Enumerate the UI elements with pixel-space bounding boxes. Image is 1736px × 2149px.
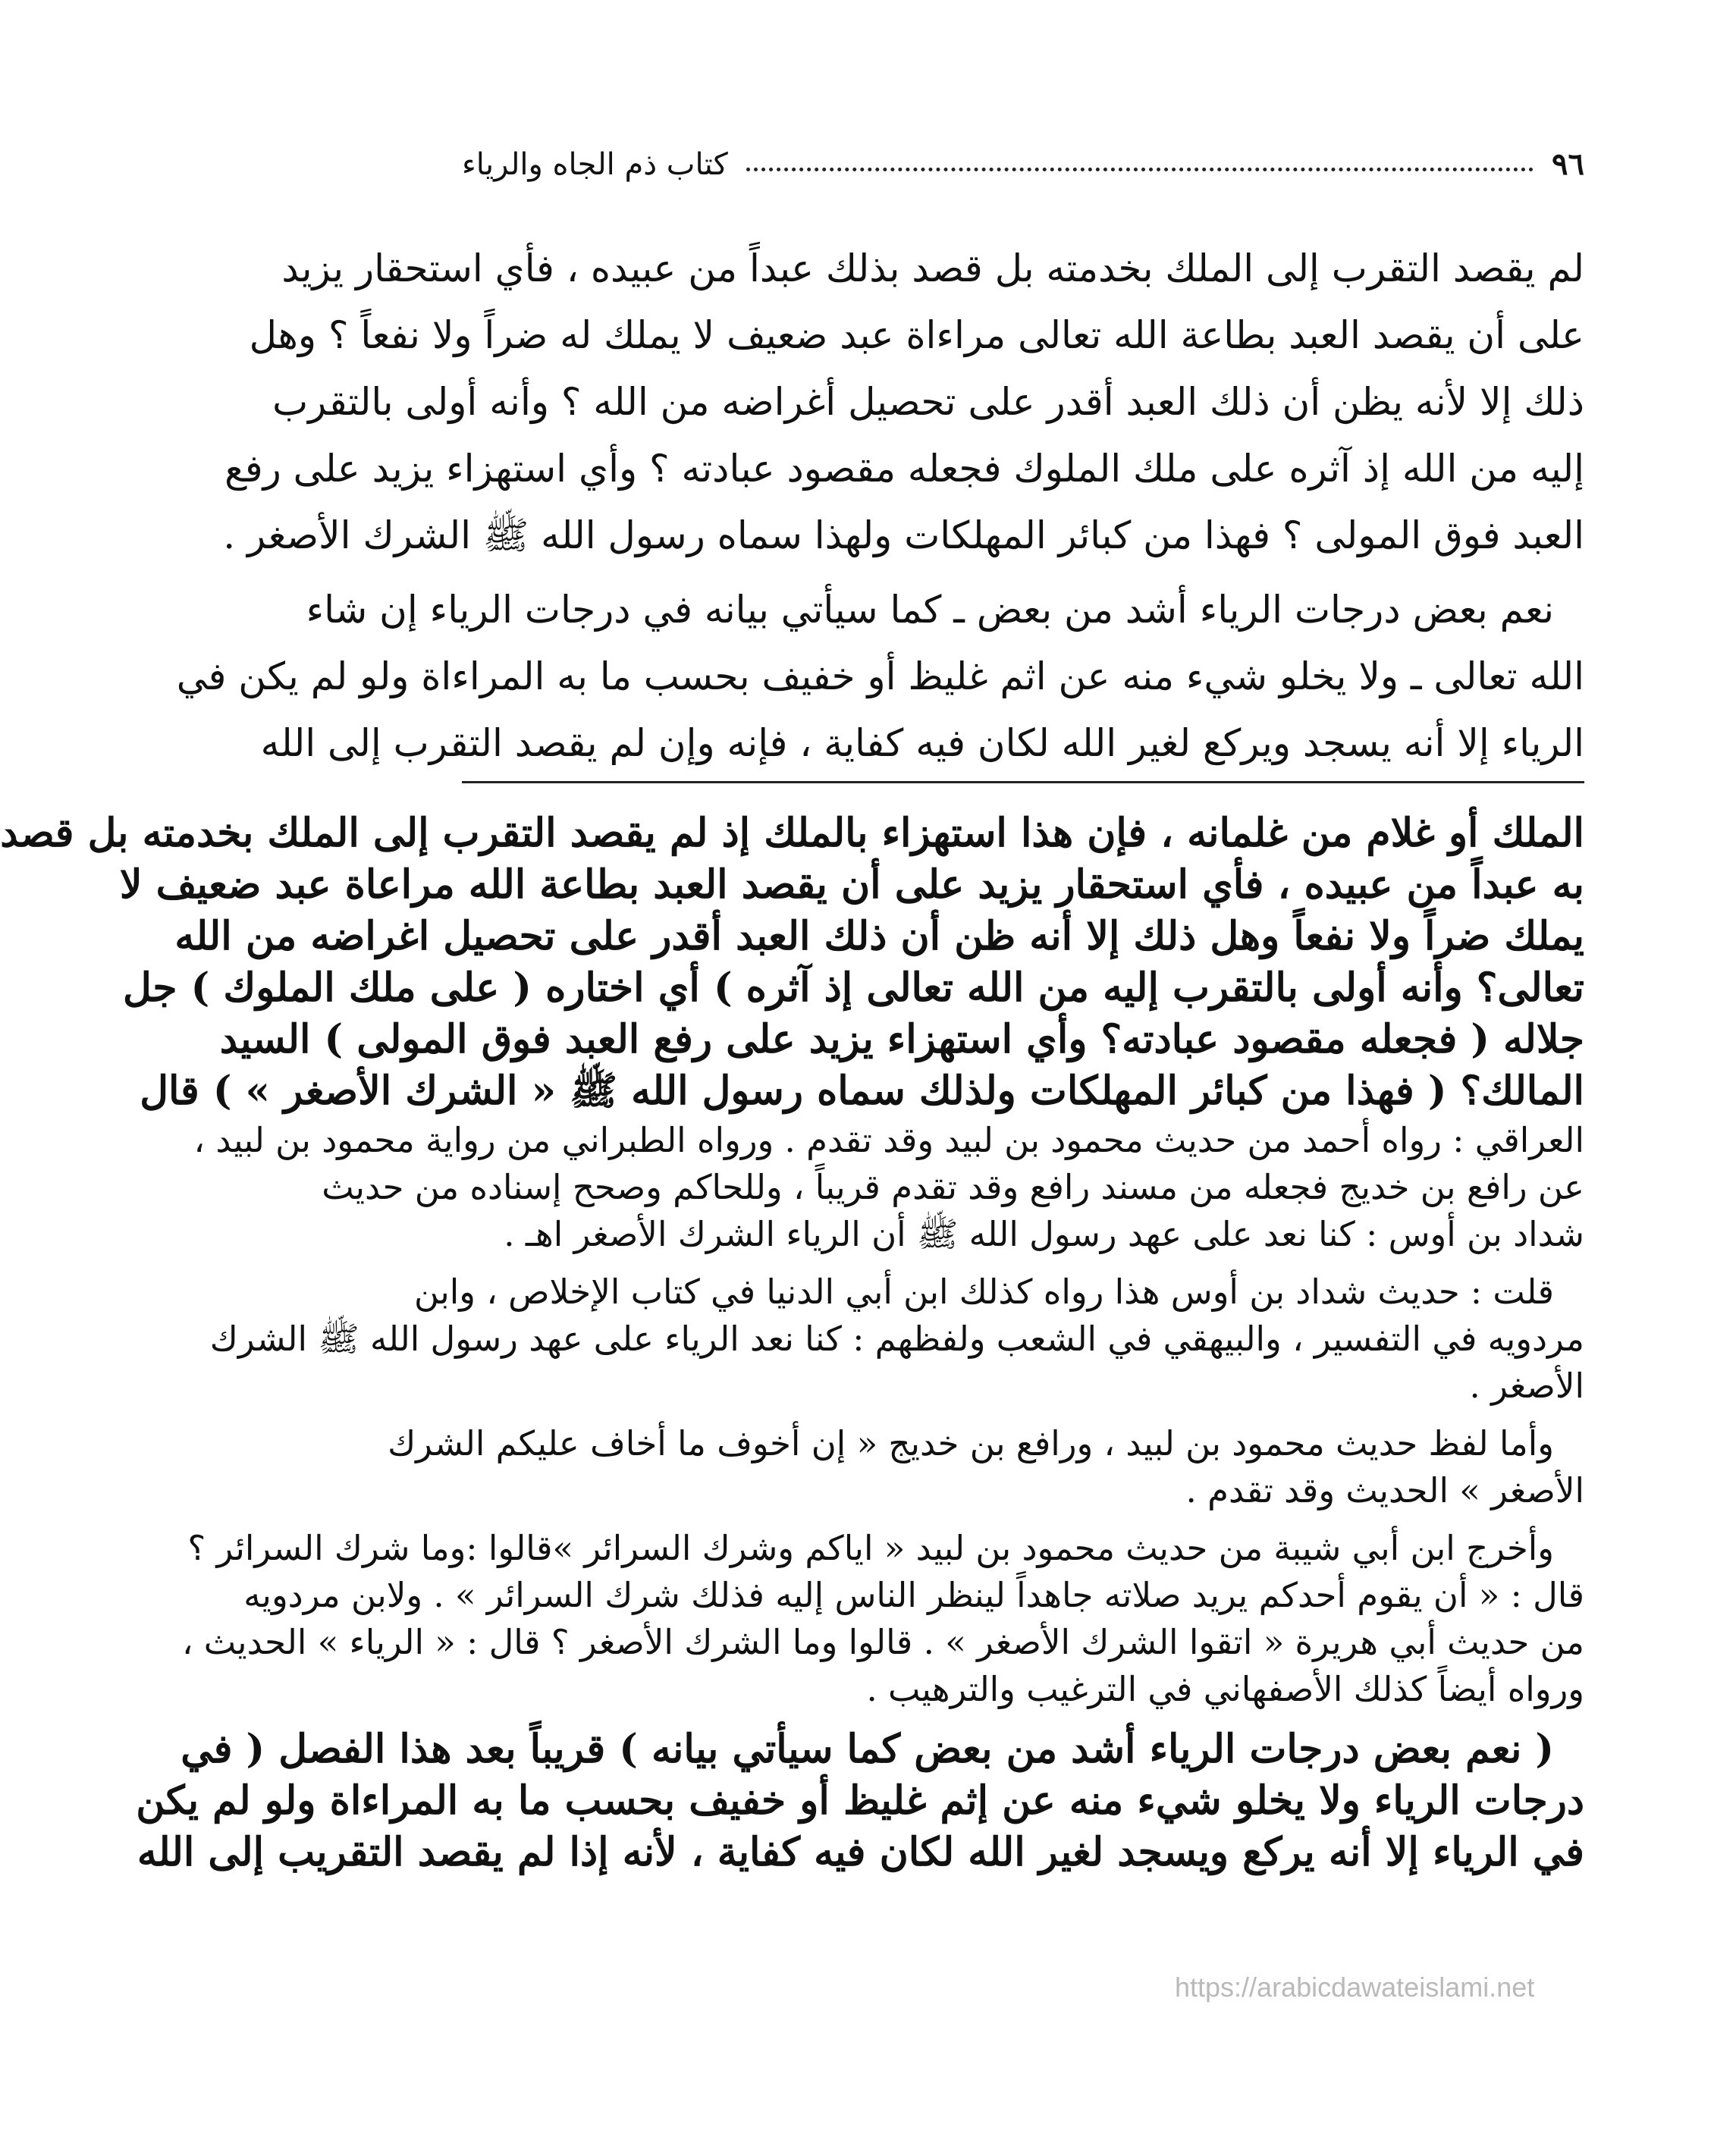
- commentary-paragraph-4: [181, 1525, 1584, 1713]
- text-line: الأصغر » الحديث وقد تقدم .: [1185, 1470, 1584, 1511]
- text-line: تعالى؟ وأنه أولى بالتقرب إليه من الله تعالى إذ آثره ) أي اختاره ( على ملك الملوك ) جل: [123, 965, 1584, 1011]
- text-line: في الرياء إلا أنه يركع ويسجد لغير الله لكان فيه كفاية ، لأنه إذا لم يقصد التقريب إلى الله: [137, 1829, 1584, 1875]
- commentary-paragraph-3: [388, 1420, 1584, 1514]
- text-line: عن رافع بن خديج فجعله من مسند رافع وقد تقدم قريباً ، وللحاكم وصحح إسناده من حديث: [322, 1167, 1584, 1207]
- text-line: الله تعالى ـ ولا يخلو شيء منه عن اثم غليظ أو خفيف بحسب ما به المراءاة ولو لم يكن في: [176, 654, 1584, 698]
- text-line: ذلك إلا لأنه يظن أن ذلك العبد أقدر على تحصيل أغراضه من الله ؟ وأنه أولى بالتقرب: [272, 380, 1584, 424]
- text-line: ( نعم بعض درجات الرياء أشد من بعض كما سيأتي بيانه ) قريباً بعد هذا الفصل ( في: [181, 1726, 1554, 1772]
- text-line: جلاله ( فجعله مقصود عبادته؟ وأي استهزاء يزيد على رفع العبد فوق المولى ) السيد: [219, 1016, 1584, 1062]
- main-paragraph-1: [223, 235, 1584, 569]
- text-line: العراقي : رواه أحمد من حديث محمود بن لبيد وقد تقدم . ورواه الطبراني من رواية محمود بن لبيد ،: [193, 1120, 1584, 1160]
- header-title: كتاب ذم الجاه والرياء: [462, 147, 728, 182]
- section-divider: [462, 781, 1584, 783]
- running-header: [462, 136, 1584, 182]
- main-text: [176, 235, 1584, 784]
- text-line: الملك أو غلام من غلمانه ، فإن هذا استهزاء بالملك إذ لم يقصد التقرب إلى الملك بخدمته بل قصد: [0, 810, 1584, 856]
- text-line: الأصغر .: [1469, 1366, 1584, 1406]
- header-dotted-leader: [746, 168, 1534, 171]
- text-line: درجات الرياء ولا يخلو شيء منه عن إثم غليظ أو خفيف بحسب ما به المراءاة ولو لم يكن: [136, 1777, 1584, 1824]
- commentary-text: [0, 808, 1584, 1889]
- text-line: قال : « أن يقوم أحدكم يريد صلاته جاهداً لينظر الناس إليه فذلك شرك السرائر » . ولابن مردويه: [243, 1575, 1584, 1615]
- text-line: لم يقصد التقرب إلى الملك بخدمته بل قصد بذلك عبداً من عبيده ، فأي استحقار يزيد: [281, 246, 1584, 290]
- text-line: من حديث أبي هريرة « اتقوا الشرك الأصغر » . قالوا وما الشرك الأصغر ؟ قال : « الرياء » الحديث ،: [181, 1622, 1584, 1662]
- text-line: شداد بن أوس : كنا نعد على عهد رسول الله ﷺ أن الرياء الشرك الأصغر اهـ .: [504, 1214, 1584, 1254]
- page-number: ٩٦: [1552, 146, 1584, 182]
- commentary-paragraph-1: [0, 808, 1584, 1258]
- text-line: مردويه في التفسير ، والبيهقي في الشعب ولفظهم : كنا نعد الرياء على عهد رسول الله ﷺ الشرك: [209, 1319, 1584, 1359]
- text-line: الرياء إلا أنه يسجد ويركع لغير الله لكان فيه كفاية ، فإنه وإن لم يقصد التقرب إلى الله: [260, 721, 1584, 765]
- text-line: ورواه أيضاً كذلك الأصفهاني في الترغيب والترهيب .: [866, 1669, 1584, 1709]
- text-line: العبد فوق المولى ؟ فهذا من كبائر المهلكات ولهذا سماه رسول الله ﷺ الشرك الأصغر .: [223, 513, 1584, 557]
- text-line: نعم بعض درجات الرياء أشد من بعض ـ كما سيأتي بيانه في درجات الرياء إن شاء: [306, 588, 1554, 632]
- text-line: وأخرج ابن أبي شيبة من حديث محمود بن لبيد « اياكم وشرك السرائر »قالوا :وما شرك السرائر ؟: [187, 1528, 1554, 1568]
- text-line: إليه من الله إذ آثره على ملك الملوك فجعله مقصود عبادته ؟ وأي استهزاء يزيد على رفع: [224, 447, 1584, 491]
- commentary-paragraph-5: [136, 1724, 1584, 1878]
- text-line: وأما لفظ حديث محمود بن لبيد ، ورافع بن خديج « إن أخوف ما أخاف عليكم الشرك: [388, 1423, 1554, 1464]
- watermark-url: https://arabicdawateislami.net: [1175, 1972, 1535, 2003]
- text-line: قلت : حديث شداد بن أوس هذا رواه كذلك ابن أبي الدنيا في كتاب الإخلاص ، وابن: [414, 1272, 1554, 1312]
- text-line: يملك ضراً ولا نفعاً وهل ذلك إلا أنه ظن أن ذلك العبد أقدر على تحصيل اغراضه من الله: [174, 913, 1584, 959]
- text-line: المالك؟ ( فهذا من كبائر المهلكات ولذلك سماه رسول الله ﷺ « الشرك الأصغر » ) قال: [140, 1068, 1584, 1114]
- text-line: على أن يقصد العبد بطاعة الله تعالى مراءاة عبد ضعيف لا يملك له ضراً ولا نفعاً ؟ وهل: [249, 313, 1584, 357]
- main-paragraph-2: [176, 576, 1584, 776]
- text-line: به عبداً من عبيده ، فأي استحقار يزيد على أن يقصد العبد بطاعة الله مراعاة عبد ضعيف لا: [119, 861, 1584, 908]
- commentary-paragraph-2: [209, 1269, 1584, 1410]
